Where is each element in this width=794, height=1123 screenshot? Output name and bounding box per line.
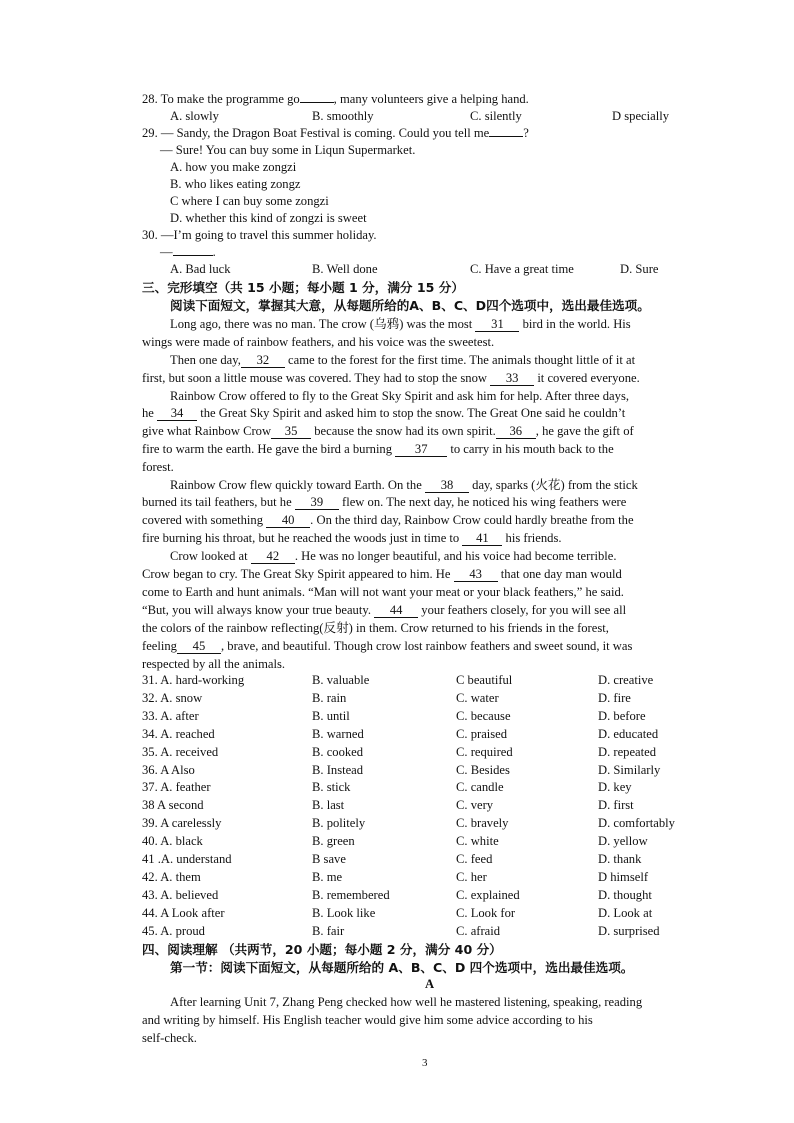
passage-line: the colors of the rainbow reflecting(反射) in them. Crow returned to his friends in the forest, [142,621,609,635]
blank-37: 37 [395,442,447,457]
passage-line: Long ago, there was no man. The crow (乌鸦) was the most 31 bird in the world. His [170,317,631,331]
cloze-option: B save [312,852,346,866]
blank-45: 45 [177,639,221,654]
cloze-option: B. warned [312,726,364,741]
passage-line: Crow began to cry. The Great Sky Spirit appeared to him. He 43 that one day man would [142,567,622,581]
cloze-option: D. before [598,708,646,723]
cloze-option: C. bravely [456,816,509,831]
cloze-option: 35. A. received [142,744,219,759]
cloze-option: B. until [312,708,350,723]
cloze-option: C. explained [456,887,520,902]
passage-line: forest. [142,460,174,474]
cloze-option: C. because [456,708,511,723]
blank-43: 43 [454,567,498,582]
blank-33: 33 [490,371,534,386]
cloze-option: C. Look for [456,905,516,920]
passage-line: Crow looked at 42 . He was no longer beautiful, and his voice had become terrible. [170,549,617,563]
cloze-option: B. remembered [312,887,390,902]
cloze-option: B. Instead [312,762,364,777]
q28-option-c: C. silently [470,109,522,123]
cloze-option: D. fire [598,690,631,705]
cloze-option: C. feed [456,852,493,866]
blank-36: 36 [496,424,536,439]
q29-option-a: A. how you make zongzi [170,160,297,174]
cloze-option: B. stick [312,780,351,795]
question-29-stem: 29. — Sandy, the Dragon Boat Festival is coming. Could you tell me ? [142,126,529,140]
cloze-option: D. creative [598,673,654,687]
blank-40: 40 [266,513,310,528]
passage-line: “But, you will always know your true beauty. 44 your feathers closely, for you will see all [142,603,627,617]
q28-option-a: A. slowly [170,109,219,123]
cloze-option: C. her [456,869,487,884]
passage-line: burned its tail feathers, but he 39 flew on. The next day, he noticed his wing feathers were [142,495,627,509]
section-3-instructions: 阅读下面短文，掌握其大意，从每题所给的A、B、C、D四个选项中，选出最佳选项。 [170,298,650,313]
cloze-option: B. green [312,834,355,849]
blank-39: 39 [295,495,339,510]
q29-option-c: C where I can buy some zongzi [170,194,329,208]
cloze-option: B. valuable [312,673,370,687]
cloze-option: C. required [456,744,513,759]
passage-line: fire burning his throat, but he reached the woods just in time to 41 his friends. [142,531,562,545]
cloze-option: D himself [598,869,649,884]
cloze-option: D. educated [598,726,659,741]
section-4-title: 四、阅读理解 （共两节，20 小题；每小题 2 分，满分 40 分） [142,942,502,957]
blank-44: 44 [374,603,418,618]
cloze-option: B. cooked [312,744,364,759]
blank-34: 34 [157,406,197,421]
passage-line: respected by all the animals. [142,657,286,671]
cloze-option: C. afraid [456,923,501,938]
cloze-option: 43. A. believed [142,887,219,902]
passage-a-line: and writing by himself. His English teacher would give him some advice according to his [142,1013,593,1027]
cloze-option: 40. A. black [142,834,203,849]
question-30-stem: 30. —I’m going to travel this summer holiday. [142,228,377,242]
question-28-stem: 28. To make the programme go , many volunteers give a helping hand. [142,92,529,106]
passage-line: feeling 45 , brave, and beautiful. Though crow lost rainbow feathers and sweet sound, it was [142,639,633,653]
cloze-option: D. repeated [598,744,657,759]
cloze-option: 42. A. them [142,869,201,884]
passage-line: Rainbow Crow flew quickly toward Earth. On the 38 day, sparks (火花) from the stick [170,478,638,492]
cloze-option: 39. A carelessly [142,816,222,831]
cloze-option: D. key [598,780,632,795]
cloze-option: 45. A. proud [142,923,205,938]
answer-blank [173,255,213,256]
cloze-option: 38 A second [142,798,204,813]
cloze-option: B. last [312,798,345,813]
blank-41: 41 [462,531,502,546]
cloze-option: B. fair [312,923,345,938]
cloze-option: D. Look at [598,905,653,920]
cloze-option: C. very [456,798,494,813]
passage-line: give what Rainbow Crow 35 because the snow had its own spirit. 36 , he gave the gift of [142,424,634,438]
passage-line: Rainbow Crow offered to fly to the Great Sky Spirit and ask him for help. After three days, [170,389,629,403]
cloze-option: 44. A Look after [142,905,225,920]
q28-option-b: B. smoothly [312,109,374,123]
question-29-reply: — Sure! You can buy some in Liqun Supermarket. [160,143,416,157]
cloze-option: 31. A. hard-working [142,673,245,687]
cloze-option: C. praised [456,726,508,741]
passage-a-line: After learning Unit 7, Zhang Peng checked how well he mastered listening, speaking, reading [170,995,643,1009]
passage-line: fire to warm the earth. He gave the bird a burning 37 to carry in his mouth back to the [142,442,614,456]
passage-line: wings were made of rainbow feathers, and his voice was the sweetest. [142,335,495,349]
cloze-option: D. surprised [598,923,660,938]
answer-blank [489,136,523,137]
cloze-option: C. candle [456,780,504,795]
q29-option-d: D. whether this kind of zongzi is sweet [170,211,367,225]
cloze-option: D. thank [598,852,642,866]
cloze-option: B. rain [312,690,347,705]
question-30-reply: — . [160,245,216,259]
answer-blank [300,102,334,103]
passage-line: come to Earth and hunt animals. “Man will not want your meat or your black feathers,” he said. [142,585,624,599]
cloze-option: C beautiful [456,673,513,687]
cloze-option: D. thought [598,887,652,902]
cloze-option: D. yellow [598,834,648,849]
blank-32: 32 [241,353,285,368]
blank-31: 31 [475,317,519,332]
cloze-option: C. Besides [456,762,510,777]
cloze-option: C. white [456,834,499,849]
cloze-option: C. water [456,690,499,705]
cloze-option: 37. A. feather [142,780,211,795]
passage-a-line: self-check. [142,1031,197,1045]
cloze-option: 33. A. after [142,708,199,723]
blank-35: 35 [271,424,311,439]
passage-line: first, but soon a little mouse was covered. They had to stop the snow 33 it covered everyone. [142,371,640,385]
blank-42: 42 [251,549,295,564]
q28-option-d: D specially [612,109,670,123]
q30-option-a: A. Bad luck [170,262,231,276]
cloze-option: B. Look like [312,905,376,920]
cloze-option: B. me [312,869,343,884]
q30-option-d: D. Sure [620,262,659,276]
cloze-option: 32. A. snow [142,690,203,705]
q30-option-c: C. Have a great time [470,262,574,276]
blank-38: 38 [425,478,469,493]
page-number: 3 [422,1057,428,1069]
cloze-option: B. politely [312,816,366,831]
cloze-option: D. first [598,798,634,813]
cloze-option: D. comfortably [598,816,675,831]
section-4-subtitle: 第一节：阅读下面短文，从每题所给的 A、B、C、D 四个选项中，选出最佳选项。 [170,960,634,975]
passage-line: he 34 the Great Sky Spirit and asked him to stop the snow. The Great One said he couldn’t [142,406,626,420]
cloze-option: 36. A Also [142,762,195,777]
cloze-option: D. Similarly [598,762,661,777]
q30-option-b: B. Well done [312,262,378,276]
q29-option-b: B. who likes eating zongz [170,177,301,191]
cloze-option: 41 .A. understand [142,852,232,866]
section-3-title: 三、完形填空（共 15 小题；每小题 1 分，满分 15 分） [142,280,464,295]
passage-a-label: A [425,977,435,991]
passage-line: Then one day, 32 came to the forest for the first time. The animals thought little of it at [170,353,636,367]
passage-line: covered with something 40 . On the third day, Rainbow Crow could hardly breathe from the [142,513,634,527]
cloze-option: 34. A. reached [142,726,215,741]
